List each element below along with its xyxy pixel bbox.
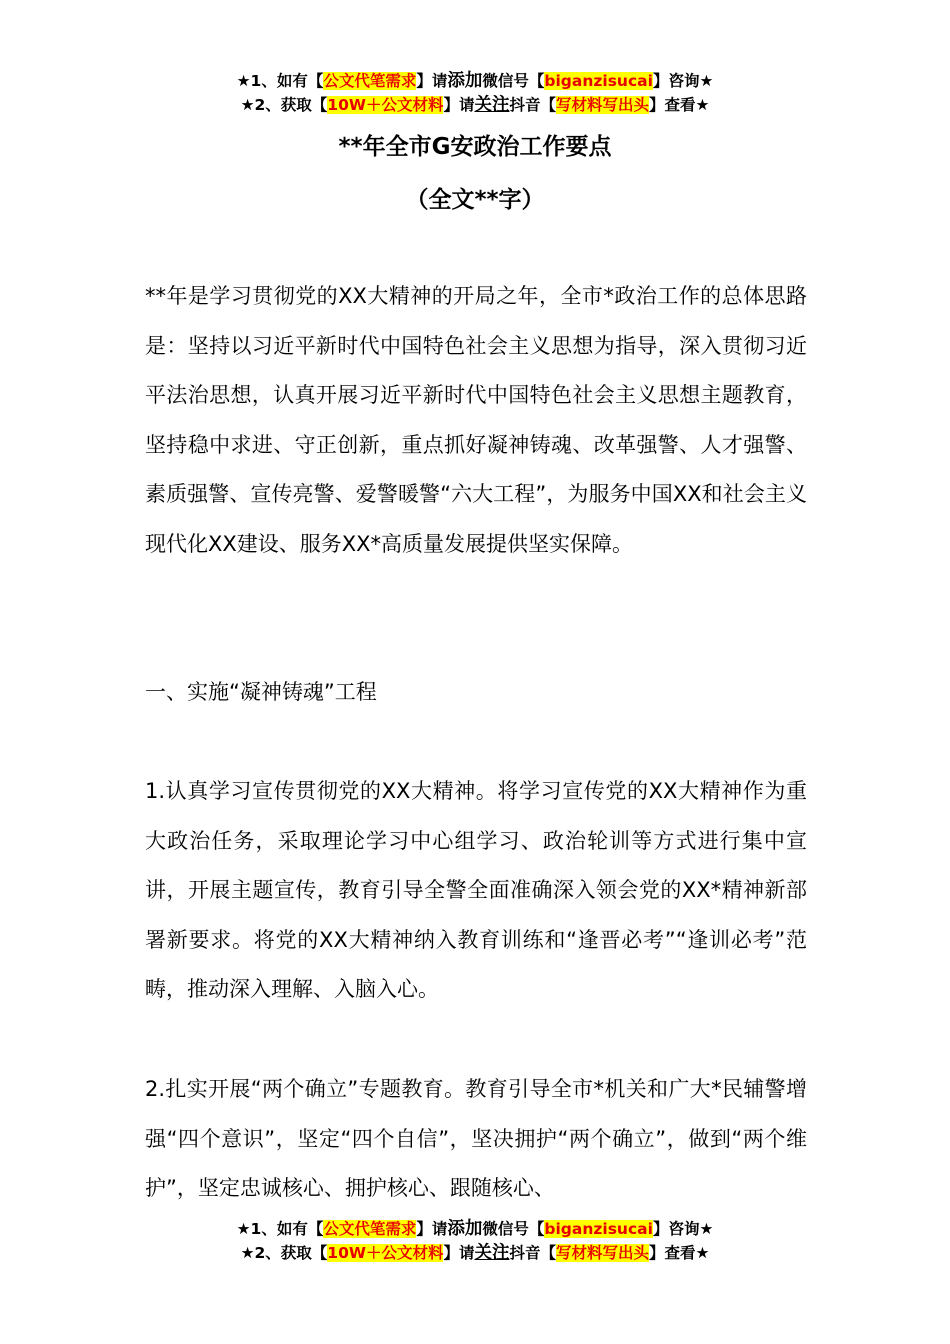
promo-highlight: biganzisucai [544, 1220, 653, 1238]
promo-emphasis: 添加 [447, 71, 483, 91]
promo-text: 】查看★ [649, 96, 710, 114]
promo-highlight: 公文代笔需求 [323, 72, 417, 90]
promo-text: 】请 [443, 1244, 475, 1262]
promo-highlight: 写材料写出头 [555, 96, 649, 114]
promo-text: 】咨询★ [652, 72, 714, 90]
promo-emphasis: 关注 [474, 1243, 510, 1263]
promo-text: 】请 [416, 72, 448, 90]
promo-emphasis: 关注 [474, 95, 510, 115]
promo-banner-top [0, 69, 950, 117]
promo-highlight: biganzisucai [544, 72, 653, 90]
promo-highlight: 10W＋公文材料 [327, 1244, 444, 1262]
promo-text: 】请 [443, 96, 475, 114]
promo-highlight: 写材料写出头 [555, 1244, 649, 1262]
promo-text: 抖音【 [509, 1244, 556, 1262]
promo-line-1 [0, 69, 950, 93]
promo-emphasis: 添加 [447, 1219, 483, 1239]
intro-paragraph: **年是学习贯彻党的XX大精神的开局之年，全市*政治工作的总体思路是：坚持以习近平新时代中国特色社会主义思想为指导，深入贯彻习近平法治思想，认真开展习近平新时代中国特色社会主义思想主题教育，坚持稳中求进、守正创新，重点抓好凝神铸魂、改革强警、人才强警、素质强警、宣传亮警、爱警暖警“六大工程”，为服务中国XX和社会主义现代化XX建设、服务XX*高质量发展提供坚实保障。 [145, 284, 807, 556]
promo-text: 微信号【 [482, 1220, 545, 1238]
document-subtitle: （全文**字） [405, 187, 545, 213]
promo-highlight: 10W＋公文材料 [327, 96, 444, 114]
promo-banner-bottom [0, 1217, 950, 1265]
promo-line-2 [0, 1241, 950, 1265]
promo-text: 抖音【 [509, 96, 556, 114]
item-paragraph: 2.扎实开展“两个确立”专题教育。教育引导全市*机关和广大*民辅警增强“四个意识”，坚定“四个自信”，坚决拥护“两个确立”，做到“两个维护”，坚定忠诚核心、拥护核心、跟随核心、 [145, 1077, 807, 1201]
promo-text: ★1、如有【 [236, 72, 324, 90]
promo-line-2 [0, 93, 950, 117]
promo-text: ★2、获取【 [240, 1244, 328, 1262]
promo-text: 】咨询★ [652, 1220, 714, 1238]
promo-highlight: 公文代笔需求 [323, 1220, 417, 1238]
promo-text: ★1、如有【 [236, 1220, 324, 1238]
promo-text: 】请 [416, 1220, 448, 1238]
document-title: **年全市G安政治工作要点 [338, 134, 612, 160]
section-heading: 一、实施“凝神铸魂”工程 [145, 680, 377, 704]
item-paragraph: 1.认真学习宣传贯彻党的XX大精神。将学习宣传党的XX大精神作为重大政治任务，采取理论学习中心组学习、政治轮训等方式进行集中宣讲，开展主题宣传，教育引导全警全面准确深入领会党的XX*精神新部署新要求。将党的XX大精神纳入教育训练和“逢晋必考”“逢训必考”范畴，推动深入理解、入脑入心。 [145, 779, 807, 1002]
promo-text: ★2、获取【 [240, 96, 328, 114]
promo-text: 微信号【 [482, 72, 545, 90]
promo-line-1 [0, 1217, 950, 1241]
promo-text: 】查看★ [649, 1244, 710, 1262]
